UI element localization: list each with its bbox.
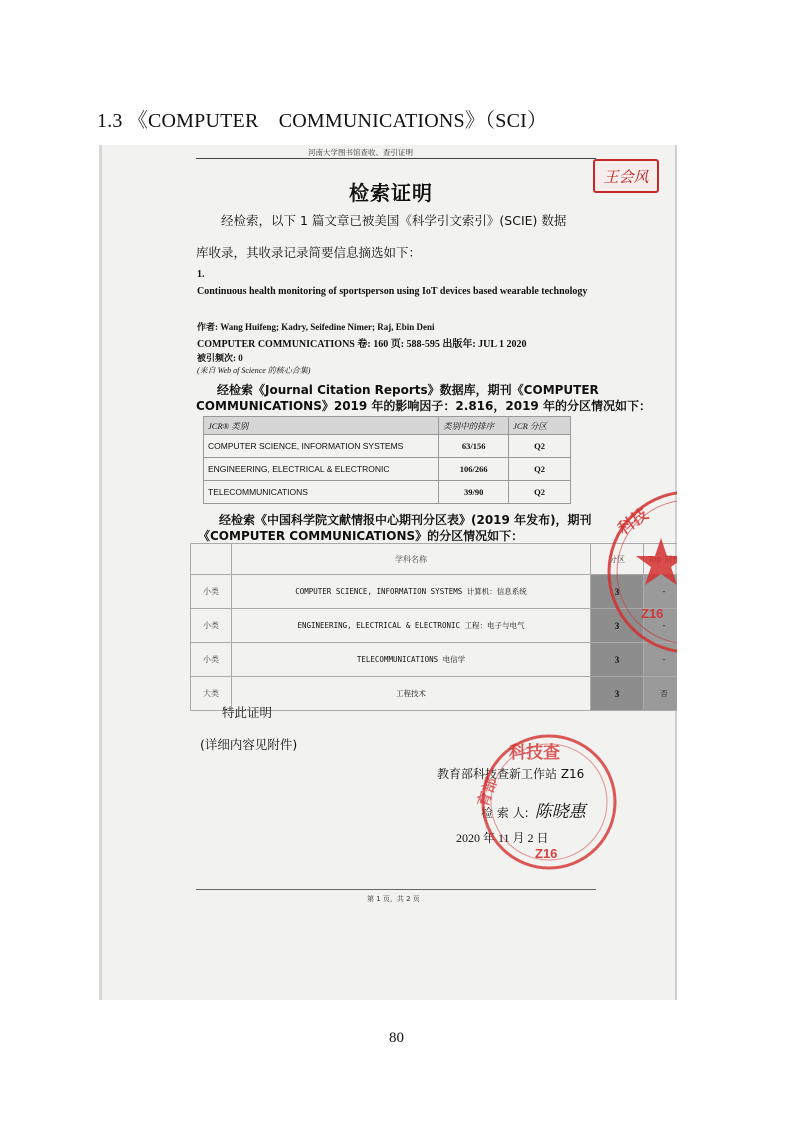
- official-stamp-right: [601, 490, 677, 670]
- cas-kind-cell: 小类: [191, 643, 232, 677]
- cas-top-cell: -: [644, 609, 678, 643]
- cas-header-zone: 分区: [591, 544, 644, 575]
- jcr-header-rank: 类别中的排序: [439, 417, 509, 435]
- jcr-quartile-cell: Q2: [509, 481, 571, 504]
- cas-kind-cell: 小类: [191, 575, 232, 609]
- cas-kind-cell: 小类: [191, 609, 232, 643]
- cas-zone-cell: 3: [591, 609, 644, 643]
- jcr-quartile-cell: Q2: [509, 458, 571, 481]
- document-title: 检索证明: [349, 181, 433, 205]
- jcr-rank-cell: 63/156: [439, 435, 509, 458]
- jcr-paragraph-line-1: 经检索《Journal Citation Reports》数据库，期刊《COMPUTER: [217, 383, 599, 397]
- cas-header-blank: [191, 544, 232, 575]
- cas-header-subject: 学科名称: [232, 544, 591, 575]
- cas-zone-cell: 3: [591, 643, 644, 677]
- stamp-code-right: Z16: [641, 606, 664, 621]
- cas-zone-cell: 3: [591, 575, 644, 609]
- page-number: 80: [389, 1030, 404, 1046]
- record-title: Continuous health monitoring of sportsperson using IoT devices based wearable technology: [197, 286, 588, 297]
- cas-kind-cell: 大类: [191, 677, 232, 711]
- retriever-label: 检 索 人:: [481, 806, 529, 820]
- station-name: 教育部科技查新工作站 Z16: [437, 767, 585, 781]
- record-authors: 作者: Wang Huifeng; Kadry, Seifedine Nimer; Raj, Ebin Deni: [197, 322, 435, 332]
- record-index: 1.: [197, 269, 205, 280]
- cas-zone-cell: 3: [591, 677, 644, 711]
- official-stamp-bottom: [469, 730, 629, 880]
- jcr-header-quartile: JCR 分区: [509, 417, 571, 435]
- retriever-signature: 陈晓惠: [534, 802, 586, 822]
- jcr-rank-cell: 39/90: [439, 481, 509, 504]
- intro-line-2: 库收录，其收录记录简要信息摘选如下：: [196, 245, 422, 260]
- cas-top-cell: -: [644, 575, 678, 609]
- cas-top-cell: -: [644, 643, 678, 677]
- cas-subject-cell: ENGINEERING, ELECTRICAL & ELECTRONIC 工程：电子与电气: [232, 609, 591, 643]
- stamp-code-bottom: Z16: [535, 846, 558, 861]
- jcr-table: [203, 416, 571, 504]
- cas-top-cell: 否: [644, 677, 678, 711]
- record-journal: COMPUTER COMMUNICATIONS 卷: 160 页: 588-595 出版年: JUL 1 2020: [197, 339, 527, 350]
- section-heading: 1.3 《COMPUTER COMMUNICATIONS》（SCI）: [97, 110, 548, 132]
- table-row: [204, 435, 571, 458]
- table-row: [204, 481, 571, 504]
- cas-subject-cell: COMPUTER SCIENCE, INFORMATION SYSTEMS 计算机：信息系统: [232, 575, 591, 609]
- jcr-rank-cell: 106/266: [439, 458, 509, 481]
- issue-date: 2020 年 11 月 2 日: [456, 831, 549, 845]
- svg-text:科技: 科技: [614, 504, 652, 539]
- cas-subject-cell: TELECOMMUNICATIONS 电信学: [232, 643, 591, 677]
- footer-rule: [196, 889, 596, 890]
- cas-subject-cell: 工程技术: [232, 677, 591, 711]
- jcr-category-cell: COMPUTER SCIENCE, INFORMATION SYSTEMS: [204, 435, 439, 458]
- jcr-quartile-cell: Q2: [509, 435, 571, 458]
- certify-text: 特此证明: [222, 705, 273, 720]
- svg-text:育部: 育部: [473, 775, 502, 810]
- cas-paragraph-line-1: 经检索《中国科学院文献情报中心期刊分区表》(2019 年发布)，期刊: [219, 513, 592, 527]
- certificate-scan: [99, 145, 677, 1000]
- jcr-table-header-row: [204, 417, 571, 435]
- jcr-paragraph-line-2: COMMUNICATIONS》2019 年的影响因子：2.816，2019 年的分区情况如下：: [196, 399, 651, 413]
- jcr-category-cell: ENGINEERING, ELECTRICAL & ELECTRONIC: [204, 458, 439, 481]
- jcr-category-cell: TELECOMMUNICATIONS: [204, 481, 439, 504]
- jcr-header-category: JCR® 类别: [204, 417, 439, 435]
- record-source: (来自 Web of Science 的核心合集): [197, 366, 311, 375]
- header-rule: [196, 158, 596, 159]
- signature-box: 王会风: [593, 159, 659, 193]
- scan-page-footer: 第 1 页，共 2 页: [367, 895, 420, 903]
- table-row: [204, 458, 571, 481]
- details-note: (详细内容见附件): [200, 737, 298, 752]
- letterhead: 河南大学图书馆查收、查引证明: [308, 148, 413, 157]
- intro-line-1: 经检索，以下 1 篇文章已被美国《科学引文索引》(SCIE) 数据: [221, 213, 567, 228]
- record-times-cited: 被引频次: 0: [197, 353, 243, 363]
- cas-paragraph-line-2: 《COMPUTER COMMUNICATIONS》的分区情况如下：: [198, 529, 524, 543]
- svg-text:科技查: 科技查: [509, 743, 560, 763]
